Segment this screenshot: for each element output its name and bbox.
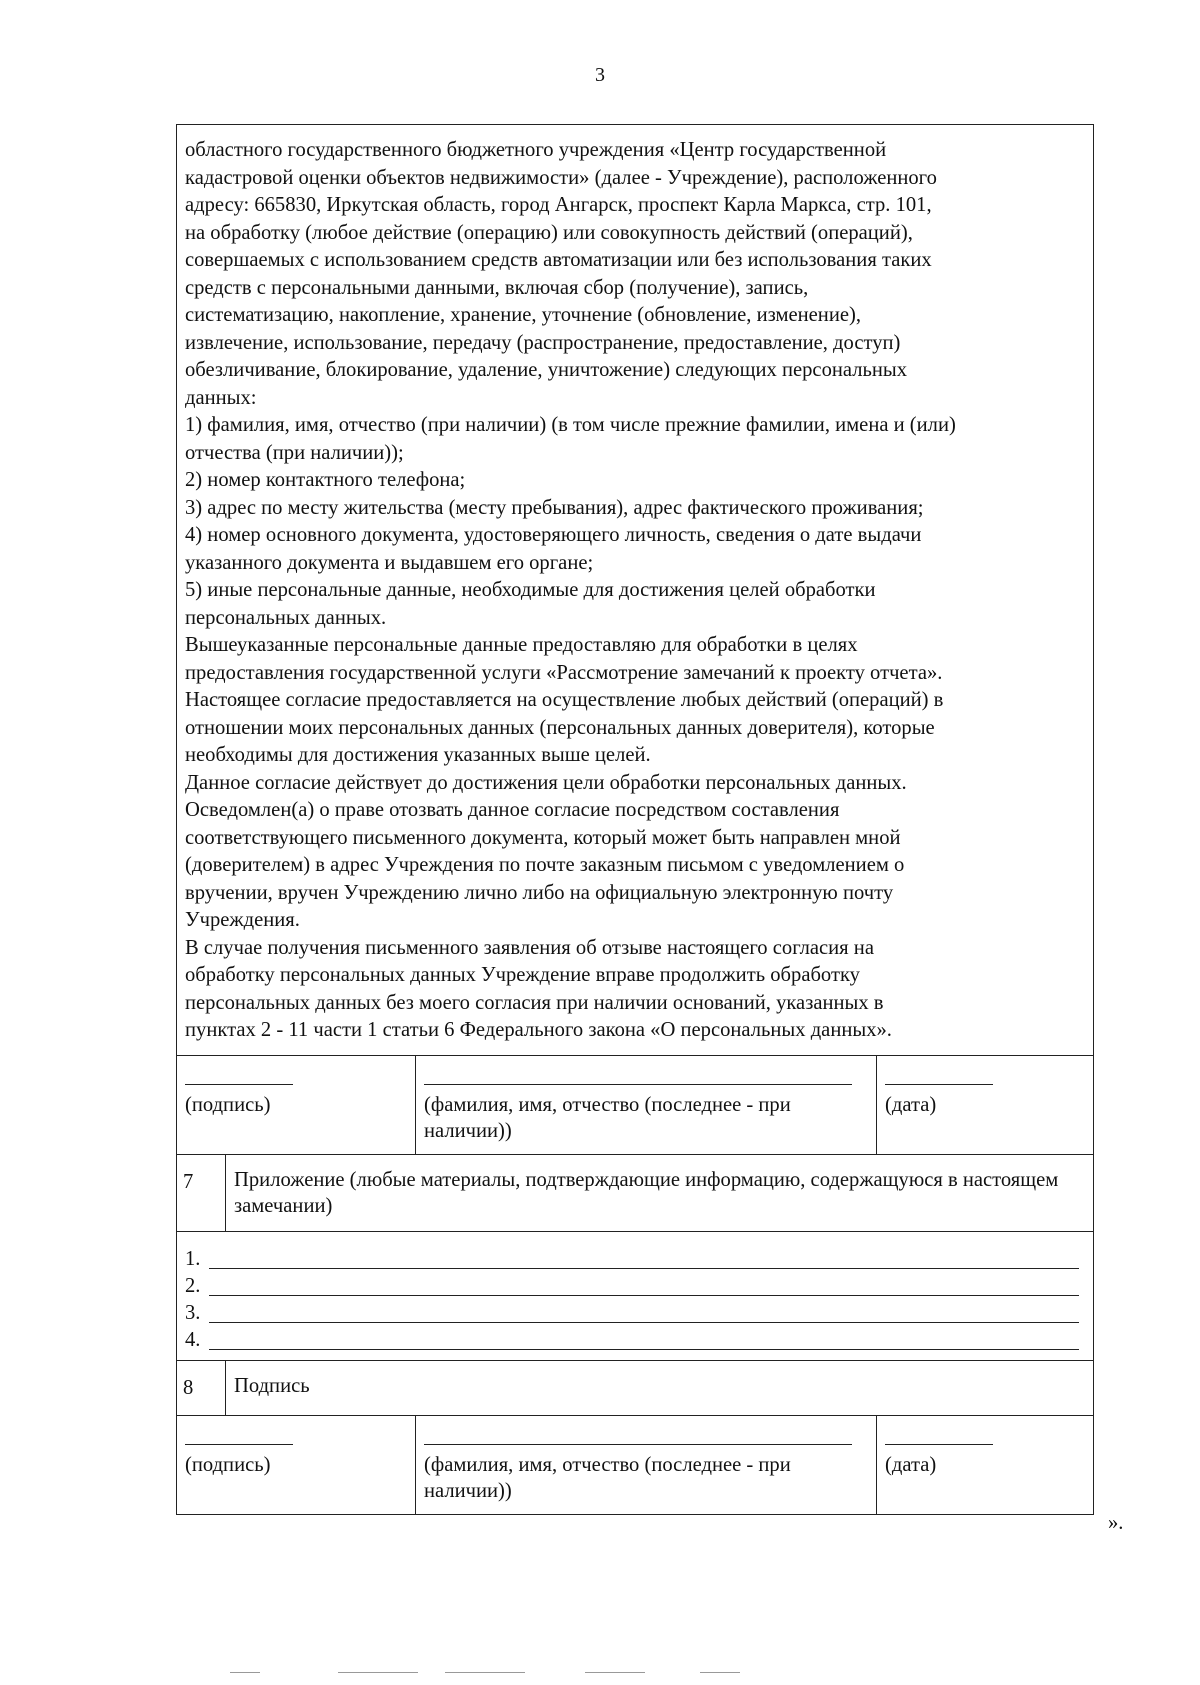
date-label: (дата) — [885, 1453, 937, 1476]
consent-line: пунктах 2 - 11 части 1 статьи 6 Федерального закона «О персональных данных». — [185, 1019, 892, 1041]
section-title: Приложение (любые материалы, подтверждающие информацию, содержащуюся в настоящем замечании) — [225, 1155, 1093, 1231]
consent-line: адресу: 665830, Иркутская область, город Ангарск, проспект Карла Маркса, стр. 101, — [185, 194, 932, 216]
consent-line: Настоящее согласие предоставляется на осуществление любых действий (операций) в — [185, 689, 944, 711]
consent-line: отчества (при наличии)); — [185, 441, 404, 464]
name-cell[interactable] — [415, 1416, 876, 1514]
name-line — [424, 1444, 852, 1445]
consent-line: вручении, вручен Учреждению лично либо на официальную электронную почту — [185, 881, 894, 904]
attachment-number: 4. — [185, 1328, 201, 1351]
consent-line: систематизацию, накопление, хранение, уточнение (обновление, изменение), — [185, 304, 861, 326]
name-label: (фамилия, имя, отчество (последнее - при наличии)) — [424, 1453, 791, 1502]
consent-line: 5) иные персональные данные, необходимые для достижения целей обработки — [185, 579, 876, 601]
attachments-row — [177, 1231, 1093, 1360]
date-line — [885, 1084, 993, 1085]
date-cell[interactable] — [876, 1416, 1093, 1514]
consent-line: отношении моих персональных данных (персональных данных доверителя), которые — [185, 716, 935, 739]
date-label: (дата) — [885, 1093, 937, 1116]
consent-line: 3) адрес по месту жительства (месту пребывания), адрес фактического проживания; — [185, 496, 924, 519]
signature-row-1 — [177, 1055, 1093, 1154]
name-cell[interactable] — [415, 1056, 876, 1154]
section-8-row — [177, 1360, 1093, 1415]
name-line — [424, 1084, 852, 1085]
attachment-line — [209, 1268, 1079, 1269]
consent-line: Осведомлен(а) о праве отозвать данное согласие посредством составления — [185, 799, 840, 821]
signature-cell[interactable] — [177, 1056, 415, 1154]
scan-mark — [585, 1672, 645, 1673]
signature-label: (подпись) — [185, 1093, 271, 1116]
signature-line — [185, 1084, 293, 1085]
attachment-number: 3. — [185, 1301, 201, 1324]
consent-line: извлечение, использование, передачу (распространение, предоставление, доступ) — [185, 331, 901, 354]
consent-line: 1) фамилия, имя, отчество (при наличии) (в том числе прежние фамилии, имена и (или) — [185, 414, 956, 436]
attachment-line — [209, 1349, 1079, 1350]
scan-mark — [445, 1672, 525, 1673]
consent-line: данных: — [185, 386, 257, 409]
closing-quote: ». — [1108, 1512, 1124, 1534]
scan-mark — [338, 1672, 418, 1673]
attachment-list — [177, 1232, 1093, 1360]
scan-artifact-marks — [100, 1672, 800, 1674]
scan-mark — [700, 1672, 740, 1673]
consent-line: Данное согласие действует до достижения цели обработки персональных данных. — [185, 771, 907, 794]
consent-line: персональных данных. — [185, 606, 387, 629]
section-7-row — [177, 1154, 1093, 1231]
consent-line: кадастровой оценки объектов недвижимости» (далее - Учреждение), расположенного — [185, 166, 937, 189]
signature-cell[interactable] — [177, 1416, 415, 1514]
date-line — [885, 1444, 993, 1445]
consent-line: соответствующего письменного документа, который может быть направлен мной — [185, 826, 901, 849]
consent-line: необходимы для достижения указанных выше целей. — [185, 744, 651, 766]
attachment-item[interactable] — [185, 1327, 1085, 1354]
consent-line: 2) номер контактного телефона; — [185, 469, 466, 491]
consent-line: совершаемых с использованием средств автоматизации или без использования таких — [185, 249, 932, 271]
consent-line: В случае получения письменного заявления об отзыве настоящего согласия на — [185, 936, 874, 959]
consent-line: указанного документа и выдавшем его органе; — [185, 551, 594, 574]
date-cell[interactable] — [876, 1056, 1093, 1154]
attachment-line — [209, 1295, 1079, 1296]
signature-label: (подпись) — [185, 1453, 271, 1476]
document-table — [176, 124, 1094, 1515]
consent-text-row — [177, 125, 1093, 1055]
consent-line: обезличивание, блокирование, удаление, уничтожение) следующих персональных — [185, 359, 908, 381]
consent-line: областного государственного бюджетного учреждения «Центр государственной — [185, 139, 887, 161]
consent-line: обработку персональных данных Учреждение вправе продолжить обработку — [185, 964, 860, 986]
section-title: Подпись — [225, 1361, 1093, 1415]
consent-line: 4) номер основного документа, удостоверяющего личность, сведения о дате выдачи — [185, 524, 922, 546]
attachment-number: 2. — [185, 1274, 201, 1297]
signature-line — [185, 1444, 293, 1445]
consent-line: предоставления государственной услуги «Рассмотрение замечаний к проекту отчета». — [185, 661, 943, 684]
scan-mark — [230, 1672, 260, 1673]
consent-line: Вышеуказанные персональные данные предоставляю для обработки в целях — [185, 634, 858, 656]
consent-text — [177, 125, 1093, 1055]
consent-line: средств с персональными данными, включая сбор (получение), запись, — [185, 276, 809, 299]
attachment-item[interactable] — [185, 1246, 1085, 1273]
attachment-item[interactable] — [185, 1273, 1085, 1300]
section-number: 7 — [183, 1170, 194, 1193]
attachment-item[interactable] — [185, 1300, 1085, 1327]
attachment-number: 1. — [185, 1247, 201, 1270]
name-label: (фамилия, имя, отчество (последнее - при наличии)) — [424, 1093, 791, 1142]
consent-line: (доверителем) в адрес Учреждения по почте заказным письмом с уведомлением о — [185, 854, 905, 876]
signature-row-2 — [177, 1415, 1093, 1514]
consent-line: персональных данных без моего согласия при наличии оснований, указанных в — [185, 991, 884, 1014]
section-number: 8 — [183, 1376, 194, 1399]
consent-line: на обработку (любое действие (операцию) или совокупность действий (операций), — [185, 221, 913, 244]
page-number: 3 — [595, 64, 605, 86]
attachment-line — [209, 1322, 1079, 1323]
consent-line: Учреждения. — [185, 909, 300, 931]
